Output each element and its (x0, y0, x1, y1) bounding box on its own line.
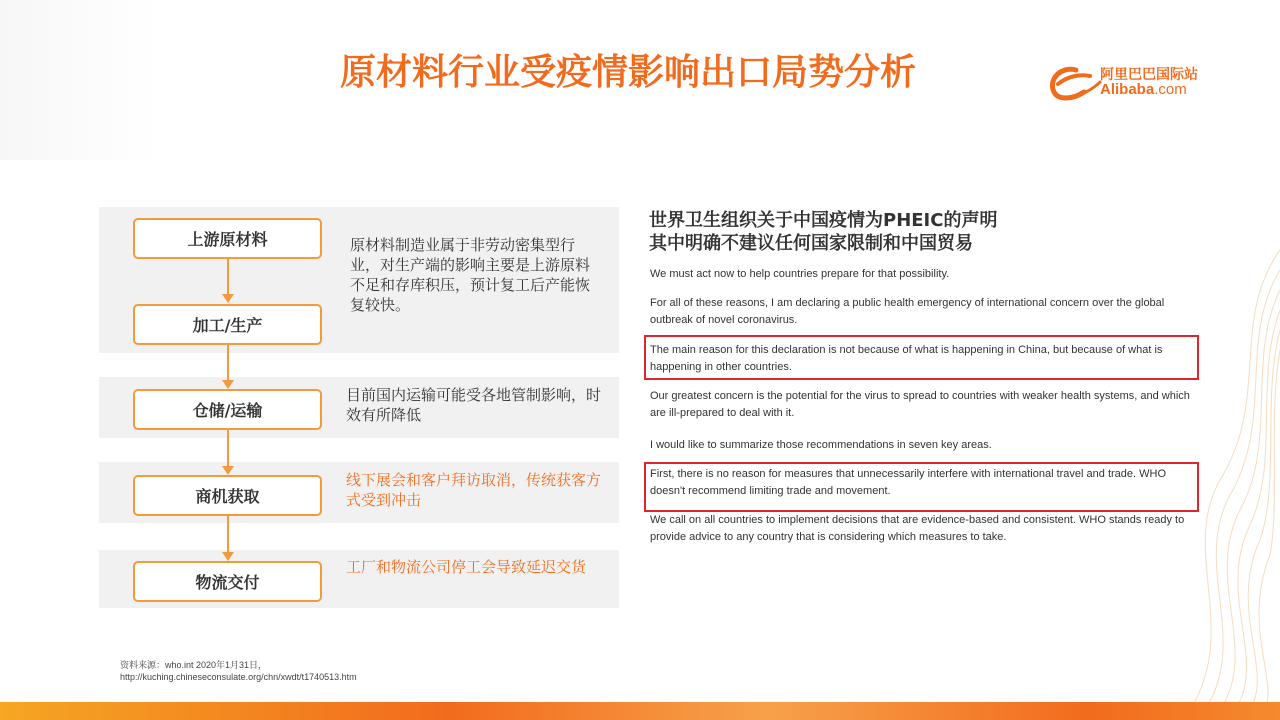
step-business-acquisition: 商机获取 (133, 475, 322, 516)
bottom-accent-bar (0, 702, 1280, 720)
highlight-box (644, 462, 1199, 512)
who-title-line2: 其中明确不建议任何国家限制和中国贸易 (649, 233, 973, 254)
source-line2: http://kuching.chineseconsulate.org/chn/xwdt/t1740513.htm (120, 672, 357, 682)
who-paragraph-highlighted: First, there is no reason for measures that unnecessarily interfere with international travel and trade. WHO doesn't recommend limiting trade and movement. (650, 468, 1167, 497)
step-raw-material: 上游原材料 (133, 218, 322, 259)
who-title-line1: 世界卫生组织关于中国疫情为PHEIC的声明 (649, 210, 998, 231)
alibaba-e-icon (1046, 62, 1102, 104)
logo-text-en (1100, 81, 1187, 98)
step-storage-transport: 仓储/运输 (133, 389, 322, 430)
who-paragraph: I would like to summarize those recommendations in seven key areas. (650, 439, 992, 451)
desc-storage: 目前国内运输可能受各地管制影响，时效有所降低 (346, 386, 602, 424)
logo-text-cn: 阿里巴巴国际站 (1100, 67, 1198, 83)
page-title: 原材料行业受疫情影响出口局势分析 (339, 52, 916, 93)
arrow-down-icon (225, 259, 231, 303)
logo-domain: .com (1154, 81, 1187, 98)
source-note (120, 659, 357, 683)
who-paragraph: For all of these reasons, I am declaring a public health emergency of international concern over the global outbreak of novel coronavirus. (650, 297, 1165, 326)
who-statement-title (649, 209, 1129, 255)
desc-raw-material: 原材料制造业属于非劳动密集型行业，对生产端的影响主要是上游原料不足和存库积压，预计复工后产能恢复较快。 (350, 236, 591, 314)
arrow-down-icon (225, 430, 231, 475)
who-paragraph: We call on all countries to implement decisions that are evidence-based and consistent. WHO stands ready to provide advice to any country that is considering which measures to take. (650, 514, 1185, 543)
arrow-down-icon (225, 516, 231, 561)
who-paragraph: We must act now to help countries prepare for that possibility. (650, 268, 950, 280)
who-paragraph: Our greatest concern is the potential for the virus to spread to countries with weaker health systems, and which are ill-prepared to deal with it. (650, 390, 1190, 419)
desc-business: 线下展会和客户拜访取消，传统获客方式受到冲击 (346, 471, 602, 509)
decorative-wave (1150, 240, 1280, 710)
step-processing: 加工/生产 (133, 304, 322, 345)
highlight-box (644, 335, 1199, 380)
who-paragraph-highlighted: The main reason for this declaration is not because of what is happening in China, but because of what is happening in other countries. (650, 344, 1163, 373)
step-logistics-delivery: 物流交付 (133, 561, 322, 602)
desc-delivery: 工厂和物流公司停工会导致延迟交货 (346, 558, 587, 576)
source-line1: 资料来源：who.int 2020年1月31日， (120, 660, 268, 670)
alibaba-logo (1046, 62, 1216, 104)
arrow-down-icon (225, 345, 231, 389)
logo-name: Alibaba (1100, 81, 1155, 98)
